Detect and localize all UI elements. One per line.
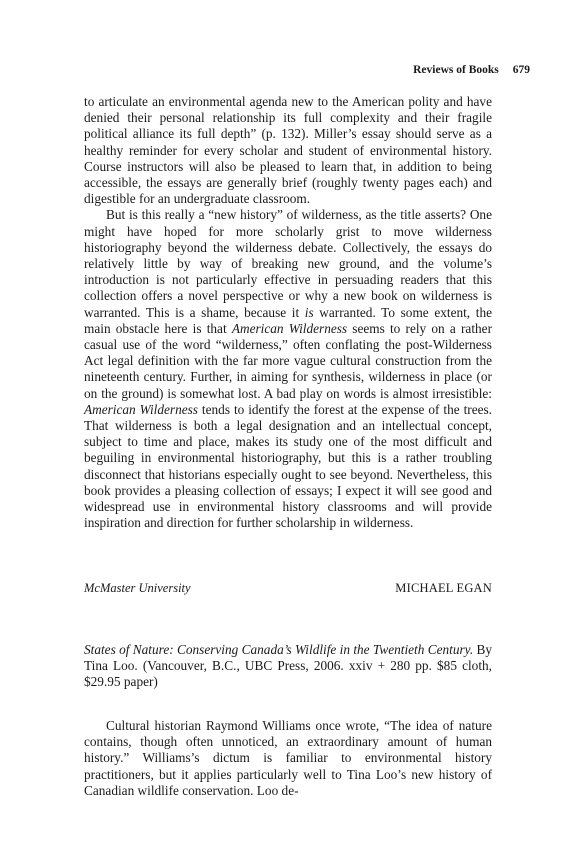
text-run: seems to rely on a rather casual use of the word “wilderness,” often conflating the post-Wilderness Act legal definition with the far more vague cultural construction from the nineteenth century. Further, in aiming for synthesis, wilderness in place (or on the ground) is somewhat lost. A bad play on words is almost irresistible: [84,320,492,401]
book-title: States of Nature: Conserving Canada’s Wildlife in the Twentieth Century. [84,642,474,657]
page-number: 679 [512,64,530,76]
text-run: tends to identify the forest at the expense of the trees. That wilderness is both a legal designation and an intellectual concept, subject to time and place, makes its study one of the most difficult and beguiling in environmental historiography, but this is a rather troubling disconnect that historians especially ought to see beyond. Nevertheless, this book provides a pleasing collection of essays; I expect it will see good and widespread use in environmental history classrooms and will provide inspiration and direction for further scholarship in wilderness. [84,401,492,531]
book-title-mention: American Wilderness [231,320,348,336]
paragraph-continuation: to articulate an environmental agenda new to the American polity and have denied their personal relationship its full complexity and their fragile political alliance its full depth” (p. 132). Miller’s essay should serve as a healthy reminder for every scholar and student of environmental history. Course instructors will also be pleased to learn that, in addition to being accessible, the essays are generally brief (roughly twenty pages each) and digestible for an undergraduate classroom. [84,94,492,207]
reviewer-affiliation: McMaster University [84,581,191,595]
emphasis: is [304,304,314,320]
book-title-mention: American Wilderness [84,401,198,417]
publication-details: By Tina Loo. (Vancouver, B.C., UBC Press, 2006. xxiv + 280 pp. $85 cloth, $29.95 paper) [84,642,493,690]
paragraph-critique [84,207,492,531]
section-title: Reviews of Books [413,64,499,76]
running-head [413,64,530,76]
book-citation [84,642,492,691]
text-run: But is this really a “new history” of wilderness, as the title asserts? One might have hoped for more scholarly grist to move wilderness historiography beyond the wilderness debate. Collectively, the essays do relatively little by way of breaking new ground, and the volume’s introduction is not particularly effective in persuading readers that this collection offers a novel perspective or why a new book on wilderness is warranted. This is a shame, because it [84,207,492,320]
citation-line [84,642,492,691]
paragraph-opening: Cultural historian Raymond Williams once wrote, “The idea of nature contains, though often unnoticed, an extraordinary amount of human history.” Williams’s dictum is familiar to environmental history practitioners, but it applies particularly well to Tina Loo’s new history of Canadian wildlife conservation. Loo de- [84,718,492,798]
review-body-2 [84,718,492,799]
review-signature [84,581,492,596]
review-body [84,94,492,531]
reviewer-name: MICHAEL EGAN [395,581,492,595]
text-run: warranted. To some extent, the main obstacle here is that [84,304,493,336]
